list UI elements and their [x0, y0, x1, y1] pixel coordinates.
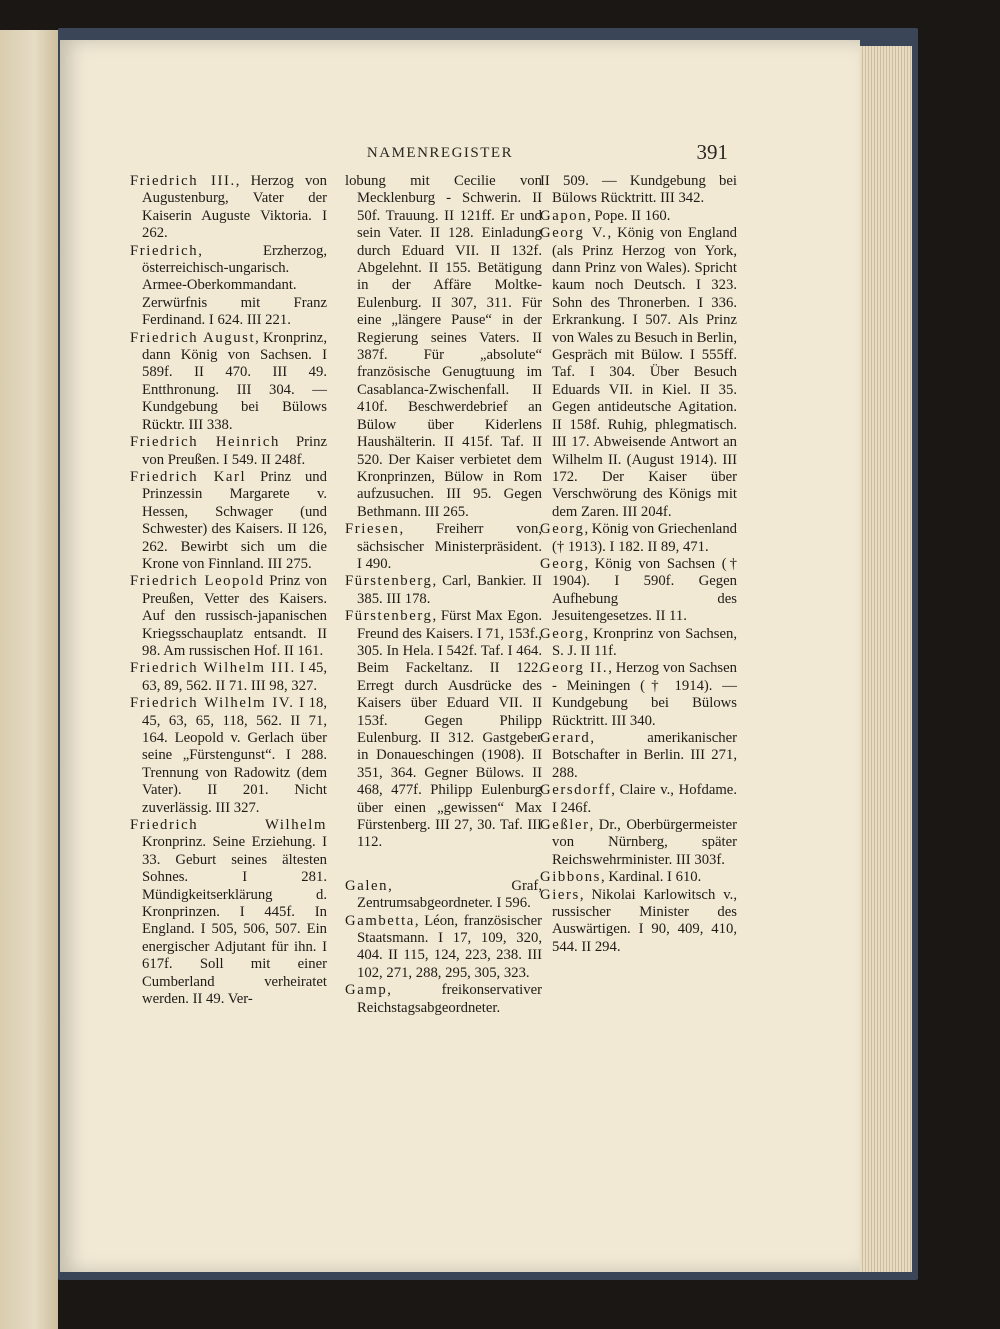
index-entry — [345, 608, 542, 852]
entry-name: Friedrich Karl — [130, 468, 247, 485]
index-entry — [540, 521, 737, 556]
entry-name: Gersdorff — [540, 782, 612, 799]
entry-text: lobung mit Cecilie von Mecklenburg - Schwerin. II 50f. Trauung. II 121ff. Er und sein Vater. II 128. Einladung durch Eduard VII. II 132f. Abgelehnt. II 155. Betätigung in der Affäre Moltke-Eulenburg. II 307, 311. Für eine „längere Pause“ in der Regierung seines Vaters. II 387f. Für „absolute“ französische Genugtuung im Casablanca-Zwischenfall. II 410f. Beschwerdebrief an Bülow über Kiderlens Haushälterin. II 415f. Taf. II 520. Der Kaiser verbietet dem Kronprinzen, Bülow in Rom aufzusuchen. III 95. Gegen Bethmann. III 265. — [345, 173, 542, 520]
index-entry — [540, 626, 737, 661]
index-entry — [540, 869, 737, 886]
index-entry — [130, 434, 327, 469]
entry-name: Gambetta — [345, 912, 415, 929]
index-entry — [540, 225, 737, 521]
entry-text: Prinz von Preußen, Vetter des Kaisers. Auf den russisch-japanischen Kriegsschauplatz entsandt. II 98. Am russischen Hof. II 161. — [142, 573, 327, 659]
entry-text: , König von Griechenland († 1913). I 182. II 89, 471. — [552, 521, 738, 555]
page-number: 391 — [696, 140, 728, 164]
entry-name: Georg — [540, 521, 585, 538]
entry-name: Georg II. — [540, 660, 609, 677]
page-stack-edge — [860, 46, 912, 1272]
index-entry — [540, 556, 737, 626]
entry-name: Friedrich — [130, 242, 199, 259]
entry-text: , freikonservativer Reichstagsabgeordneter. — [357, 982, 542, 1016]
entry-text: Prinz und Prinzessin Margarete v. Hessen, Schwager (und Schwester) des Kaisers. II 126, 262. Bewirbt sich um die Krone von Finnland. III 275. — [142, 468, 327, 572]
index-entry — [130, 573, 327, 660]
index-entry — [130, 173, 327, 243]
index-column-3 — [540, 173, 737, 956]
entry-name: Georg — [540, 625, 585, 642]
index-entry — [345, 173, 542, 521]
entry-text: , Léon, französischer Staatsmann. I 17, 109, 320, 404. II 115, 124, 223, 238. III 102, 271, 288, 295, 305, 323. — [357, 912, 542, 981]
entry-text: , Pope. II 160. — [587, 207, 671, 224]
entry-name: Friedrich III. — [130, 173, 236, 189]
entry-name: Friedrich Wilhelm III. — [130, 660, 296, 677]
entry-text: I 45, 63, 89, 562. II 71. III 98, 327. — [142, 660, 327, 694]
index-entry — [540, 173, 737, 208]
index-entry — [540, 782, 737, 817]
entry-name: Fürstenberg — [345, 573, 433, 590]
left-page-edge — [0, 30, 58, 1329]
entry-name: Georg — [540, 555, 585, 572]
index-entry — [540, 817, 737, 869]
entry-text: , König von England (als Prinz Herzog von York, dann Prinz von Wales). Spricht kaum noch Deutsch. I 323. Sohn des Thronerben. I 336. Erkrankung. I 507. Als Prinz von Wales zu Besuch in Berlin, Gespräch mit Bülow. I 555ff. Taf. I 304. Über Besuch Eduards VII. in Kiel. II 35. Gegen antideutsche Agitation. II 158f. Ruhig, phlegmatisch. III 17. Abweisende Antwort an Wilhelm II. (August 1914). III 172. Der Kaiser über Verschwörung des Königs mit dem Zaren. III 204f. — [552, 225, 738, 520]
entry-name: Galen — [345, 877, 389, 894]
index-entry — [130, 660, 327, 695]
index-entry — [540, 887, 737, 957]
index-entry — [345, 878, 542, 913]
entry-text: , Claire v., Hofdame. I 246f. — [552, 782, 737, 816]
entry-text: , amerikanischer Botschafter in Berlin. III 271, 288. — [552, 730, 737, 781]
index-entry — [130, 243, 327, 330]
entry-text: , Nikolai Karlowitsch v., russischer Minister des Auswärtigen. I 90, 409, 410, 544. II 294. — [552, 886, 737, 955]
entry-name: Friedrich Wilhelm IV. — [130, 695, 295, 712]
entry-name: Geßler — [540, 817, 590, 834]
entry-text: Prinz von Preußen. I 549. II 248f. — [142, 434, 327, 468]
index-entry — [130, 469, 327, 573]
entry-text: , Freiherr von, sächsischer Ministerpräsident. I 490. — [357, 521, 542, 572]
index-entry — [540, 660, 737, 730]
index-entry — [540, 208, 737, 225]
index-entry — [130, 817, 327, 1008]
entry-text: , Erzherzog, österreichisch-ungarisch. Armee-Oberkommandant. Zerwürfnis mit Franz Ferdinand. I 624. III 221. — [142, 242, 327, 329]
entry-text: , Kardinal. I 610. — [600, 869, 702, 886]
entry-name: Giers — [540, 886, 580, 903]
entry-text: , König von Sachsen († 1904). I 590f. Gegen Aufhebung des Jesuitengesetzes. II 11. — [552, 555, 737, 625]
entry-text: , Dr., Oberbürgermeister von Nürnberg, später Reichswehrminister. III 303f. — [552, 817, 737, 868]
index-entry — [130, 695, 327, 817]
entry-text: , Fürst Max Egon. Freund des Kaisers. I 71, 153f., 305. In Hela. I 542f. Taf. I 464. Beim Fackeltanz. II 122. Erregt durch Ausdrücke des Kaisers über Eduard VII. II 153f. Gegen Philipp Eulenburg. II 312. Gastgeber in Donaueschingen (1908). II 351, 364. Gegner Bülows. II 468, 477f. Philipp Eulenburg über einen „gewissen“ Max Fürstenberg. III 27, 30. Taf. III 112. — [357, 608, 542, 851]
index-column-2 — [345, 173, 542, 1017]
entry-name: Gapon — [540, 207, 588, 224]
index-entry — [345, 573, 542, 608]
index-entry — [345, 521, 542, 573]
entry-name: Gamp — [345, 982, 388, 999]
entry-name: Friedrich August — [130, 329, 256, 346]
entry-text: II 509. — Kundgebung bei Bülows Rücktritt. III 342. — [540, 173, 737, 207]
entry-text: , Herzog von Sachsen - Meiningen († 1914). — Kundgebung bei Bülows Rücktritt. III 340. — [552, 660, 737, 729]
entry-text: , Kronprinz, dann König von Sachsen. I 589f. II 470. III 49. Entthronung. III 304. — Kundgebung bei Bülows Rücktr. III 338. — [142, 329, 327, 433]
entry-name: Friedrich Leopold — [130, 573, 265, 590]
index-column-1 — [130, 173, 327, 1009]
entry-name: Fürstenberg — [345, 608, 433, 625]
running-head: NAMENREGISTER — [366, 145, 514, 161]
entry-name: Friedrich Wilhelm — [130, 817, 327, 834]
entry-name: Friedrich Heinrich — [130, 434, 280, 451]
index-entry — [345, 982, 542, 1017]
entry-name: Georg V. — [540, 225, 608, 242]
index-entry — [540, 730, 737, 782]
entry-name: Gibbons — [540, 869, 601, 886]
entry-text: , Graf, Zentrumsabgeordneter. I 596. — [357, 877, 542, 912]
entry-text: Kronprinz. Seine Erziehung. I 33. Geburt seines ältesten Sohnes. I 281. Mündigkeitserklärung d. Kronprinzen. I 445f. In England. I 505, 506, 507. Ein energischer Adjutant für ihn. I 617f. Soll mit einer Cumberland verheiratet werden. II 49. Ver- — [142, 834, 327, 1008]
entry-name: Gerard — [540, 730, 591, 746]
index-entry — [345, 913, 542, 983]
index-entry — [130, 330, 327, 434]
entry-name: Friesen — [345, 521, 400, 538]
entry-text: , Carl, Bankier. II 385. III 178. — [357, 573, 542, 607]
entry-text: I 18, 45, 63, 65, 118, 562. II 71, 164. Leopold v. Gerlach über seine „Fürstengunst“. I 288. Trennung von Radowitz (dem Vater). II 201. Nicht zuverlässig. III 327. — [142, 695, 327, 816]
entry-text: , Herzog von Augustenburg, Vater der Kaiserin Auguste Viktoria. I 262. — [142, 173, 327, 242]
entry-text: , Kronprinz von Sachsen, S. J. II 11f. — [552, 625, 737, 659]
